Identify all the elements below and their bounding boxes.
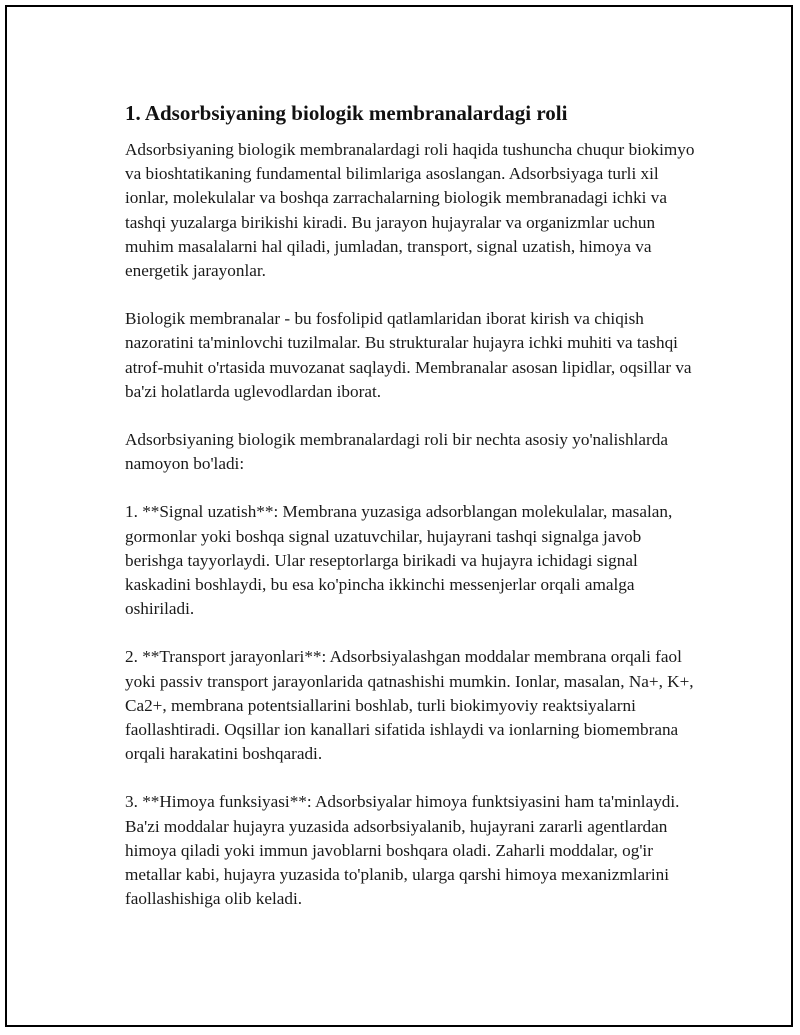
paragraph-membranes: Biologik membranalar - bu fosfolipid qatlamlaridan iborat kirish va chiqish nazoratini ta'minlovchi tuzilmalar. Bu strukturalar hujayra ichki muhiti va tashqi atrof-muhit o'rtasida muvozanat saqlaydi. Membranalar asosan lipidlar, oqsillar va ba'zi holatlarda uglevodlardan iborat. (125, 309, 692, 401)
paragraph-intro: Adsorbsiyaning biologik membranalardagi roli haqida tushuncha chuqur biokimyo va bioshtatikaning fundamental bilimlariga asoslangan. Adsorbsiyaga turli xil ionlar, molekulalar va boshqa zarrachalarning biologik membranadagi ichki va tashqi yuzalarga birikishi kiradi. Bu jarayon hujayralar va organizmlar uchun muhim masalalarni hal qiladi, jumladan, transport, signal uzatish, himoya va energetik jarayonlar. (125, 140, 695, 281)
list-item-protective-function: 3. **Himoya funksiyasi**: Adsorbsiyalar himoya funktsiyasini ham ta'minlaydi. Ba'zi moddalar hujayra yuzasida adsorbsiyalanib, hujayrani zararli agentlardan himoya qiladi yoki immun javoblarni boshqara oladi. Zaharli moddalar, og'ir metallar kabi, hujayra yuzasida to'planib, ularga qarshi himoya mexanizmlarini faollashishiga olib keladi. (125, 792, 680, 909)
list-item-transport-processes: 2. **Transport jarayonlari**: Adsorbsiyalashgan moddalar membrana orqali faol yoki passiv transport jarayonlarida qatnashishi mumkin. Ionlar, masalan, Na+, K+, Ca2+, membrana potentsiallarini boshlab, turli biokimyoviy reaktsiyalarni faollashtiradi. Oqsillar ion kanallari sifatida ishlaydi va ionlarning biomembrana orqali harakatini boshqaradi. (125, 647, 694, 764)
document-body (125, 99, 695, 935)
page-frame (5, 5, 793, 1027)
list-item-signal-transmission: 1. **Signal uzatish**: Membrana yuzasiga adsorblangan molekulalar, masalan, gormonlar yoki boshqa signal uzatuvchilar, hujayrani tashqi signalga javob berishga tayyorlaydi. Ular reseptorlarga birikadi va hujayra ichidagi signal kaskadini boshlaydi, bu esa ko'pincha ikkinchi messenjerlar orqali amalga oshiriladi. (125, 502, 673, 619)
page-title: 1. Adsorbsiyaning biologik membranalardagi roli (125, 101, 568, 125)
paragraph-directions-intro: Adsorbsiyaning biologik membranalardagi roli bir nechta asosiy yo'nalishlarda namoyon bo'ladi: (125, 430, 668, 474)
